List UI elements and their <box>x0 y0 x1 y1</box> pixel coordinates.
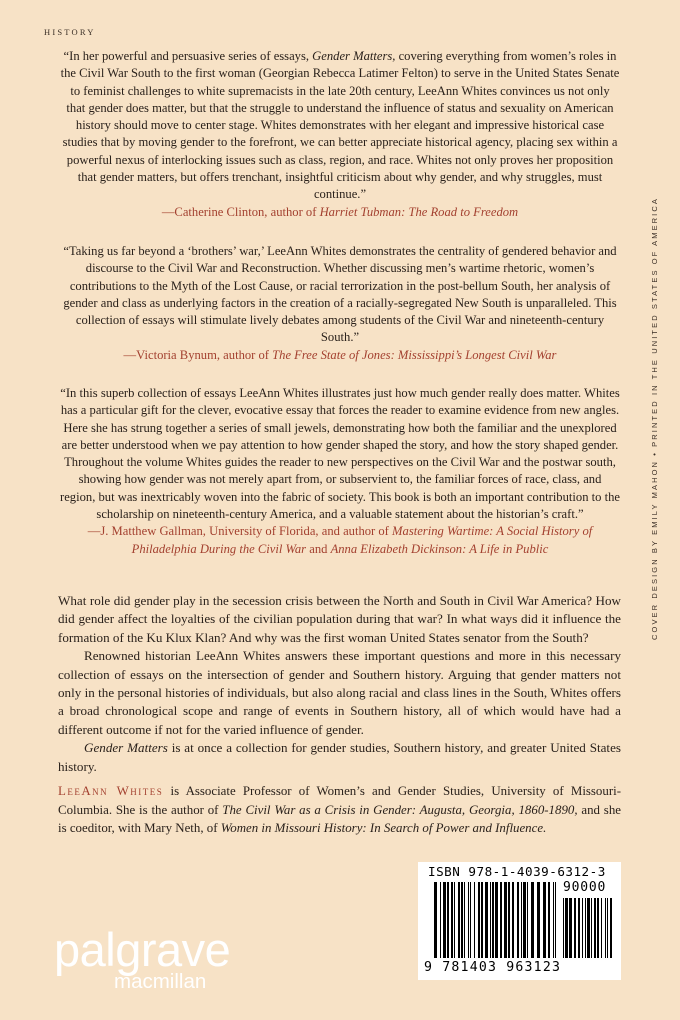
author-bio: LeeAnn Whites is Associate Professor of Women’s and Gender Studies, University of Missouri-Columbia. She is the author of The Civil War as a Crisis in Gender: Augusta, Georgia, 1860-1890, and she is coeditor, with Mary Neth, of Women in Missouri History: In Search of Power and Influence. <box>58 784 621 836</box>
ean-digits: 9 781403 963123 <box>424 960 562 975</box>
isbn-label: ISBN 978-1-4039-6312-3 <box>428 864 606 879</box>
quote-text: “In this superb collection of essays LeeAnn Whites illustrates just how much gender really does matter. Whites has a particular gift for the clever, evocative essay that forces the reader to examine evidence from new angles. Here she has strung together a series of small jewels, demonstrating how both the familiar and the unexplored are better understood when we pay attention to how gender shaped the story, and how the story shaped gender. Throughout the volume Whites guides the reader to new perspectives on the Civil War and the postwar south, showing how gender was not merely apart from, or subservient to, the familiar forces of race, class, and region, but was inextricably woven into the fabric of society. This book is both an important contribution to the scholarship on nineteenth-century America, and a valuable statement about the historian’s craft.” <box>60 386 620 522</box>
description-paragraph: What role did gender play in the secession crisis between the North and South in Civil War America? How did gender affect the loyalties of the civilian population during that war? In what ways did it influence the formation of the Ku Klux Klan? And why was the first woman United States senator from the South? <box>58 593 621 645</box>
category-label: HISTORY <box>44 27 96 37</box>
book-description <box>58 592 621 776</box>
endorsement-quote-bynum <box>60 243 620 364</box>
endorsement-quote-clinton <box>60 48 620 221</box>
publisher-logo <box>54 923 231 993</box>
publisher-brand: palgrave <box>54 923 231 976</box>
publisher-imprint: macmillan <box>114 970 207 993</box>
quote-attribution: —Catherine Clinton, author of Harriet Tubman: The Road to Freedom <box>161 204 519 219</box>
endorsement-quote-gallman <box>60 385 620 558</box>
quote-text: “In her powerful and persuasive series of essays, Gender Matters, covering everything from women’s roles in the Civil War South to the first woman (Georgian Rebecca Latimer Felton) to serve in the United States Senate to feminist challenges to white supremacists in the late 20th century, LeeAnn Whites convinces us not only that gender does matter, but that the struggle to understand the influence of status and sexuality on American history should move to center stage. Whites demonstrates with her elegant and impressive historical case studies that by moving gender to the forefront, we can better appreciate historical agency, placing sex within a powerful nexus of interlocking issues such as class, region, and race. Whites not only proves her proposition that gender matters, but offers trenchant, insightful criticism about why gender, and why struggles, must continue.” <box>60 49 620 202</box>
quote-text: “Taking us far beyond a ‘brothers’ war,’ LeeAnn Whites demonstrates the centrality of gendered behavior and discourse to the Civil War and Reconstruction. Whether discussing men’s wartime rhetoric, women’s contributions to the Myth of the Lost Cause, or racial terrorization in the post-bellum South, her analysis of gender and class as underlying factors in the creation of a racially-segregated New South is unparalleled. This collection of essays will stimulate lively debates among students of the Civil War and nineteenth-century South.” <box>63 244 617 345</box>
author-name: LeeAnn Whites <box>58 784 164 798</box>
description-paragraph: Renowned historian LeeAnn Whites answers these important questions and more in this necessary collection of essays on the intersection of gender and Southern history. Arguing that gender matters not only in the personal histories of individuals, but also along racial and class lines in the South, Whites offers a broad chronological scope and range of events in Southern history, all of which would have had a different outcome if not for the varied influence of gender. <box>58 648 621 737</box>
isbn-barcode <box>418 862 621 980</box>
quote-attribution: —Victoria Bynum, author of The Free State of Jones: Mississippi’s Longest Civil War <box>123 347 557 362</box>
price-code: 90000 <box>563 880 607 895</box>
description-paragraph: Gender Matters is at once a collection for gender studies, Southern history, and greater United States history. <box>58 740 621 774</box>
cover-design-credit: COVER DESIGN BY EMILY MAHON • PRINTED IN THE UNITED STATES OF AMERICA <box>650 197 659 640</box>
quote-attribution: —J. Matthew Gallman, University of Florida, and author of Mastering Wartime: A Social History of Philadelphia During the Civil War and Anna Elizabeth Dickinson: A Life in Public <box>87 524 593 556</box>
